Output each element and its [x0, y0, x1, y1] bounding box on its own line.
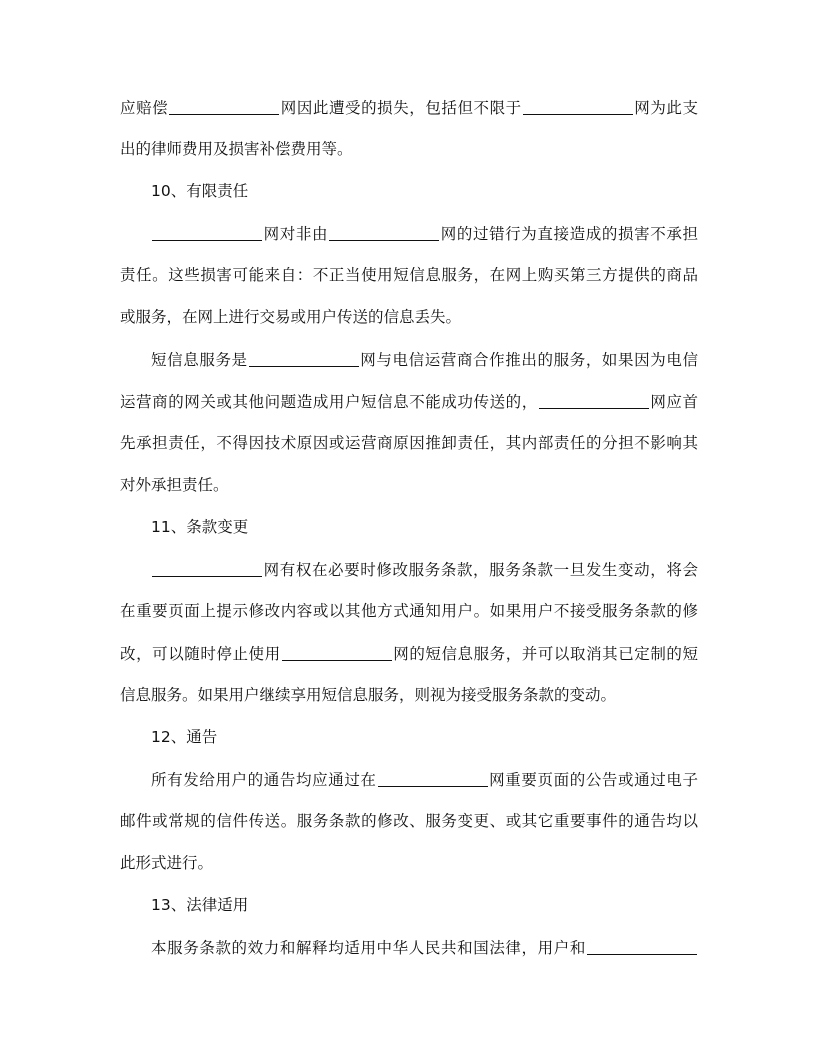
text-segment: 所有发给用户的通告均应通过在: [151, 771, 377, 789]
blank-field: [282, 643, 392, 661]
blank-field: [249, 349, 359, 367]
text-segment: 短信息服务是: [151, 351, 248, 369]
text-line: 此形式进行。: [120, 854, 214, 872]
text-line: 对外承担责任。: [120, 476, 229, 494]
text-line: 责任。这些损害可能来自：不正当使用短信息服务，在网上购买第三方提供的商品: [120, 266, 698, 284]
blank-field: [523, 97, 633, 115]
text-segment: 改，可以随时停止使用: [120, 645, 281, 663]
text-segment: 网与电信运营商合作推出的服务，如果因为电信: [359, 351, 698, 369]
text-segment: 网有权在必要时修改服务条款，服务条款一旦发生变动，将会: [263, 561, 698, 579]
blank-field: [539, 391, 649, 409]
text-line: [151, 557, 698, 581]
section-heading: 13、法律适用: [151, 896, 249, 914]
blank-field: [152, 559, 262, 577]
text-segment: 网因此遭受的损失，包括但不限于: [280, 99, 522, 117]
text-segment: 网对非由: [263, 225, 329, 243]
text-line: [151, 935, 698, 959]
text-segment: 网的短信息服务，并可以取消其已定制的短: [392, 645, 698, 663]
text-line: [151, 767, 698, 791]
text-line: [120, 389, 698, 413]
text-line: 先承担责任，不得因技术原因或运营商原因推卸责任，其内部责任的分担不影响其: [120, 434, 698, 452]
blank-field: [329, 223, 439, 241]
section-heading: 12、通告: [151, 728, 218, 746]
blank-field: [378, 769, 488, 787]
section-heading: 10、有限责任: [151, 182, 249, 200]
blank-field: [152, 223, 262, 241]
text-line: [120, 95, 698, 119]
blank-field: [587, 937, 697, 955]
text-line: [151, 347, 698, 371]
text-segment: 网重要页面的公告或通过电子: [488, 771, 698, 789]
text-line: [151, 221, 698, 245]
text-segment: 网的过错行为直接造成的损害不承担: [440, 225, 698, 243]
text-segment: 本服务条款的效力和解释均适用中华人民共和国法律，用户和: [151, 939, 586, 957]
text-line: 出的律师费用及损害补偿费用等。: [120, 140, 353, 158]
text-segment: 应赔偿: [120, 99, 169, 117]
blank-field: [169, 97, 279, 115]
text-line: 在重要页面上提示修改内容或以其他方式通知用户。如果用户不接受服务条款的修: [120, 602, 698, 620]
text-segment: 网为此支: [633, 99, 698, 117]
section-heading: 11、条款变更: [151, 518, 249, 536]
text-segment: 运营商的网关或其他问题造成用户短信息不能成功传送的，: [120, 393, 538, 411]
text-segment: 网应首: [649, 393, 698, 411]
text-line: 邮件或常规的信件传送。服务条款的修改、服务变更、或其它重要事件的通告均以: [120, 812, 698, 830]
text-line: [120, 641, 698, 665]
text-line: 或服务，在网上进行交易或用户传送的信息丢失。: [120, 308, 462, 326]
text-line: 信息服务。如果用户继续享用短信息服务，则视为接受服务条款的变动。: [120, 686, 617, 704]
